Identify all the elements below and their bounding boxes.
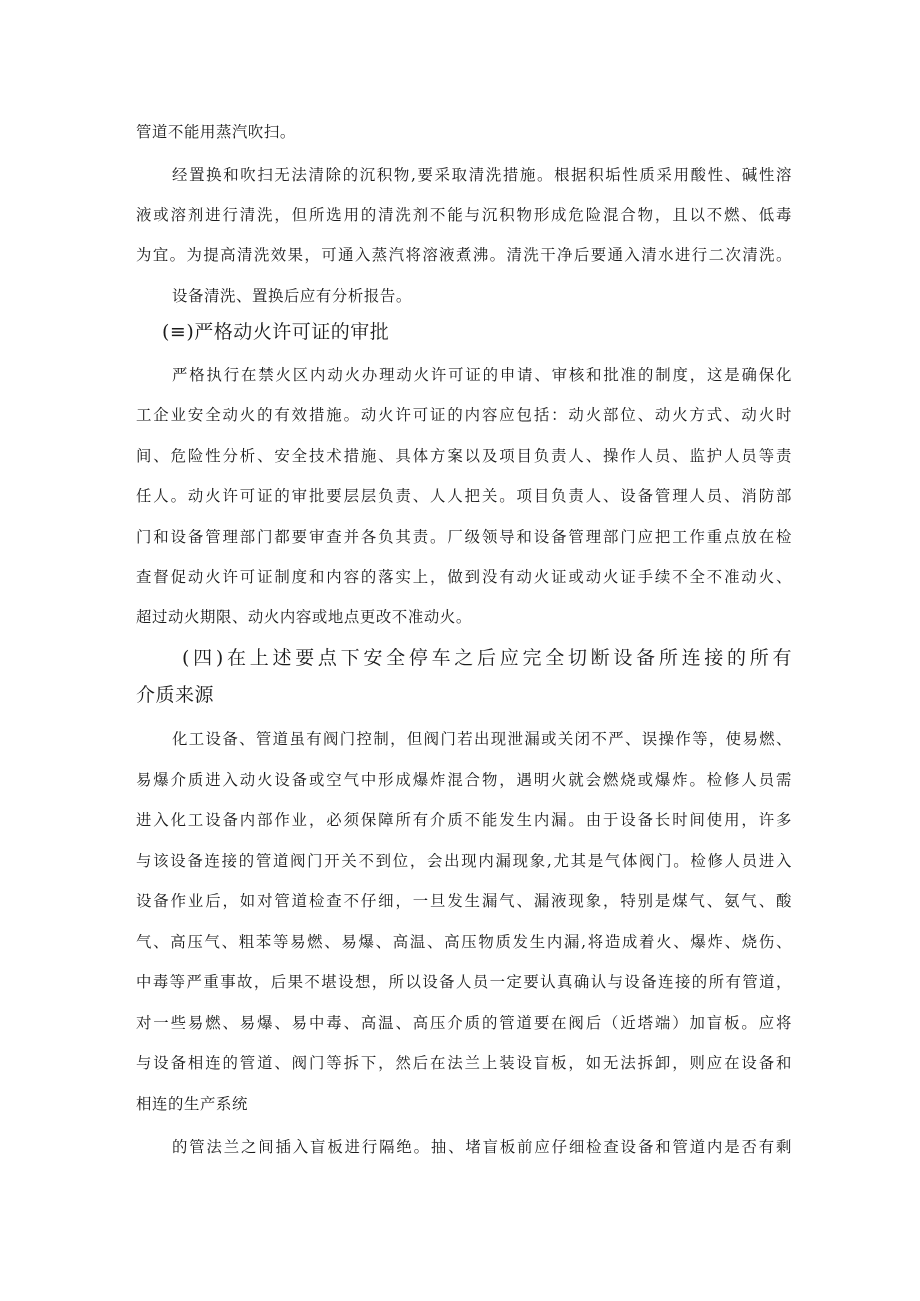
paragraph-line: 中毒等严重事故，后果不堪设想，所以设备人员一定要认真确认与设备连接的所有管道，: [136, 973, 792, 991]
paragraph-line: 进入化工设备内部作业，必须保障所有介质不能发生内漏。由于设备长时间使用，许多: [136, 811, 792, 829]
paragraph-line: 为宜。为提高清洗效果，可通入蒸汽将溶液煮沸。清洗干净后要通入清水进行二次清洗。: [136, 246, 792, 264]
paragraph-line: 查督促动火许可证制度和内容的落实上，做到没有动火证或动火证手续不全不准动火、: [136, 568, 792, 586]
paragraph-line: 液或溶剂进行清洗，但所选用的清洗剂不能与沉积物形成危险混合物，且以不燃、低毒: [136, 206, 792, 224]
paragraph-line: 设备清洗、置换后应有分析报告。: [172, 287, 412, 305]
paragraph-line: 严格执行在禁火区内动火办理动火许可证的申请、审核和批准的制度，这是确保化: [172, 366, 792, 384]
paragraph-line: 与该设备连接的管道阀门开关不到位，会出现内漏现象,尤其是气体阀门。检修人员进入: [136, 852, 792, 870]
paragraph-line: 任人。动火许可证的审批要层层负责、人人把关。项目负责人、设备管理人员、消防部: [136, 487, 792, 505]
paragraph-line: 工企业安全动火的有效措施。动火许可证的内容应包括：动火部位、动火方式、动火时: [136, 406, 792, 424]
paragraph-line: 设备作业后，如对管道检查不仔细，一旦发生漏气、漏液现象，特别是煤气、氨气、酸: [136, 892, 792, 910]
paragraph-line: 经置换和吹扫无法清除的沉积物,要采取清洗措施。根据积垢性质采用酸性、碱性溶: [172, 166, 792, 184]
paragraph-line: 的管法兰之间插入盲板进行隔绝。抽、堵盲板前应仔细检查设备和管道内是否有剩: [172, 1138, 792, 1156]
paragraph-line: 化工设备、管道虽有阀门控制，但阀门若出现泄漏或关闭不严、误操作等，使易燃、: [172, 730, 792, 748]
paragraph-line: 间、危险性分析、安全技术措施、具体方案以及项目负责人、操作人员、监护人员等责: [136, 447, 792, 465]
paragraph-line: 气、高压气、粗苯等易燃、易爆、高温、高压物质发生内漏,将造成着火、爆炸、烧伤、: [136, 933, 792, 951]
paragraph-line: 对一些易燃、易爆、易中毒、高温、高压介质的管道要在阀后（近塔端）加盲板。应将: [136, 1014, 792, 1032]
section-heading-continued: 介质来源: [136, 684, 215, 706]
paragraph-line: 超过动火期限、动火内容或地点更改不准动火。: [136, 608, 472, 626]
paragraph-line: 管道不能用蒸汽吹扫。: [136, 123, 296, 141]
paragraph-line: 与设备相连的管道、阀门等拆下，然后在法兰上装设盲板，如无法拆卸，则应在设备和: [136, 1054, 792, 1072]
paragraph-line: 相连的生产系统: [136, 1095, 248, 1113]
section-heading: (≡)严格动火许可证的审批: [162, 321, 390, 343]
section-heading: (四)在上述要点下安全停车之后应完全切断设备所连接的所有: [182, 647, 792, 669]
paragraph-line: 易爆介质进入动火设备或空气中形成爆炸混合物，遇明火就会燃烧或爆炸。检修人员需: [136, 771, 792, 789]
paragraph-line: 门和设备管理部门都要审查并各负其责。厂级领导和设备管理部门应把工作重点放在检: [136, 528, 792, 546]
